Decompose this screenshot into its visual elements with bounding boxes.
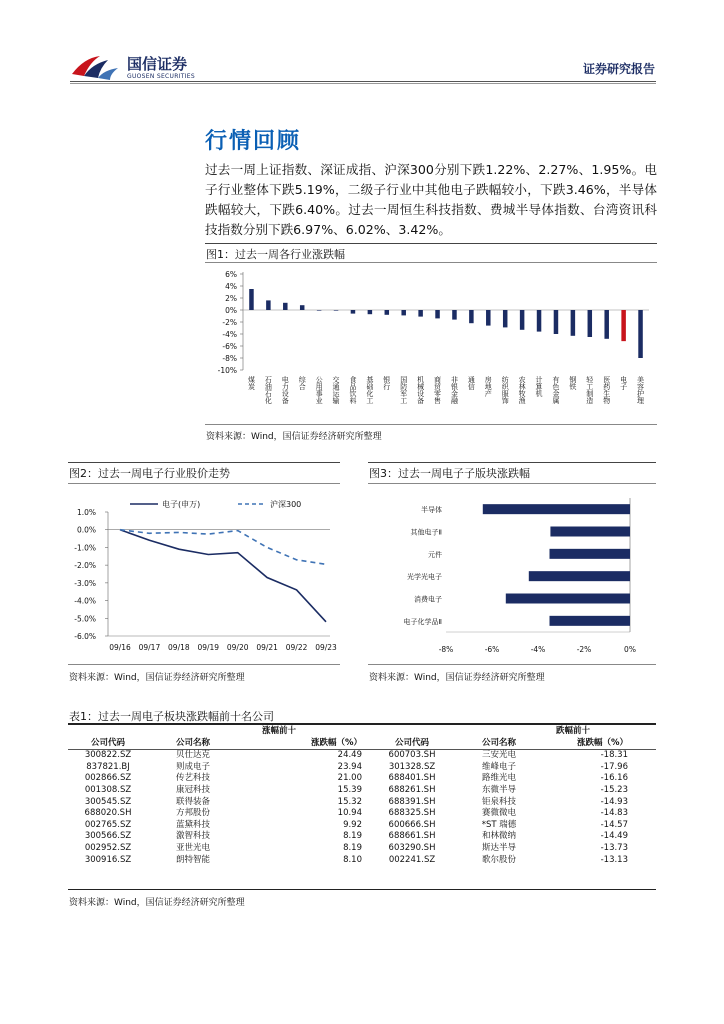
x-tick-label: 09/16 bbox=[109, 643, 131, 652]
stock-code: 688661.SH bbox=[388, 831, 436, 842]
figure1-top-rule bbox=[205, 243, 657, 244]
stock-name: 斯达半导 bbox=[481, 842, 516, 853]
brand-logo bbox=[70, 50, 122, 82]
col-change: 涨跌幅（%） bbox=[310, 737, 362, 748]
figure3-bottom-rule bbox=[368, 664, 656, 665]
bar bbox=[452, 310, 457, 320]
brand-name-cn: 国信证券 bbox=[127, 55, 188, 73]
bar bbox=[537, 310, 542, 332]
top-movers-table bbox=[68, 726, 656, 866]
figure3-source: 资料来源：Wind，国信证券经济研究所整理 bbox=[369, 673, 545, 683]
stock-name: 激智科技 bbox=[175, 831, 210, 842]
category-label: 元件 bbox=[428, 550, 442, 559]
category-label: 公用事业 bbox=[315, 376, 324, 404]
y-tick-label: 2% bbox=[225, 294, 237, 303]
pct-change: 8.19 bbox=[343, 831, 362, 842]
x-tick-label: 09/20 bbox=[226, 643, 249, 652]
bar bbox=[638, 310, 643, 358]
pct-change: -14.83 bbox=[600, 808, 628, 819]
bar bbox=[588, 310, 593, 337]
stock-code: 300566.SZ bbox=[84, 831, 132, 842]
category-label: 有色金属 bbox=[551, 376, 560, 404]
bar bbox=[368, 310, 373, 314]
figure3-top-rule bbox=[368, 462, 656, 463]
y-tick-label: -6% bbox=[222, 342, 237, 351]
table-row bbox=[68, 750, 656, 762]
stock-name: 歌尔股份 bbox=[481, 854, 516, 865]
bar bbox=[604, 310, 609, 339]
bar bbox=[529, 571, 630, 581]
x-tick-label: 0% bbox=[624, 645, 636, 654]
bar bbox=[554, 310, 559, 334]
stock-code: 001308.SZ bbox=[84, 784, 132, 795]
bar bbox=[506, 594, 630, 604]
y-tick-label: -6.0% bbox=[74, 632, 96, 641]
category-label: 商贸零售 bbox=[433, 376, 442, 404]
table1-top-rule bbox=[68, 723, 656, 725]
category-label: 机械设备 bbox=[416, 376, 425, 404]
table-row bbox=[68, 855, 656, 867]
y-tick-label: -2.0% bbox=[74, 561, 96, 571]
category-label: 非银金融 bbox=[450, 376, 459, 404]
category-label: 医药生物 bbox=[602, 376, 611, 404]
col-code: 公司代码 bbox=[394, 737, 429, 748]
y-tick-label: -4% bbox=[222, 330, 237, 339]
stock-code: 300916.SZ bbox=[84, 854, 132, 865]
stock-code: 688325.SH bbox=[388, 808, 436, 819]
category-label: 光学光电子 bbox=[407, 573, 442, 582]
category-label: 计算机 bbox=[535, 376, 544, 397]
legend-label: 沪深300 bbox=[270, 500, 302, 509]
bar bbox=[300, 305, 305, 310]
table-row bbox=[68, 831, 656, 843]
stock-name: 传艺科技 bbox=[175, 773, 210, 784]
bar bbox=[334, 310, 339, 311]
stock-code: 300545.SZ bbox=[84, 796, 132, 807]
table-group-row bbox=[68, 726, 656, 738]
guosen-logo-icon bbox=[70, 50, 122, 82]
category-label: 农林牧渔 bbox=[518, 376, 527, 404]
y-tick-label: 6% bbox=[225, 270, 237, 279]
x-tick-label: 09/23 bbox=[315, 643, 337, 652]
category-label: 食品饮料 bbox=[348, 376, 357, 404]
table1-bottom-rule bbox=[68, 889, 656, 890]
stock-name: 三安光电 bbox=[481, 750, 516, 761]
figure2-source: 资料来源：Wind，国信证券经济研究所整理 bbox=[69, 673, 245, 683]
x-tick-label: 09/22 bbox=[285, 643, 308, 652]
stock-name: 康冠科技 bbox=[175, 784, 210, 795]
subsector-bar-chart bbox=[368, 488, 656, 660]
x-tick-label: -2% bbox=[576, 645, 592, 654]
x-tick-label: -6% bbox=[484, 645, 500, 654]
x-tick-label: 09/19 bbox=[197, 643, 220, 652]
trend-line-chart bbox=[68, 488, 340, 660]
stock-code: 600666.SH bbox=[388, 819, 436, 830]
stock-name: 亚世光电 bbox=[175, 842, 210, 853]
col-code: 公司代码 bbox=[90, 737, 125, 748]
bar bbox=[317, 310, 322, 311]
stock-code: 002952.SZ bbox=[84, 842, 132, 853]
pct-change: -17.96 bbox=[600, 761, 628, 772]
pct-change: 23.94 bbox=[337, 761, 362, 772]
stock-name: 和林微纳 bbox=[481, 831, 516, 842]
bar bbox=[266, 300, 271, 310]
category-label: 国防军工 bbox=[399, 376, 408, 404]
category-label: 基础化工 bbox=[365, 376, 374, 404]
figure1-title: 图1：过去一周各行业涨跌幅 bbox=[206, 248, 345, 261]
series-line-hs300 bbox=[120, 530, 326, 565]
table1 bbox=[68, 726, 656, 866]
y-tick-label: 1.0% bbox=[76, 508, 96, 517]
bar bbox=[418, 310, 423, 317]
category-label: 钢铁 bbox=[568, 376, 577, 390]
pct-change: -13.13 bbox=[600, 854, 628, 865]
y-tick-label: -2% bbox=[222, 318, 237, 327]
industry-bar-chart bbox=[205, 264, 657, 422]
y-tick-label: 0.0% bbox=[76, 525, 96, 535]
stock-name: 贝仕达克 bbox=[175, 750, 210, 761]
stock-name: 蓝黛科技 bbox=[175, 819, 210, 830]
stock-name: *ST 瑞德 bbox=[481, 819, 517, 830]
x-tick-label: 09/18 bbox=[168, 643, 190, 652]
col-name: 公司名称 bbox=[175, 737, 210, 748]
bar bbox=[571, 310, 576, 336]
category-label: 轻工制造 bbox=[585, 376, 594, 404]
figure1-title-rule bbox=[205, 262, 657, 263]
pct-change: -15.23 bbox=[600, 784, 628, 795]
y-tick-label: -10% bbox=[217, 366, 237, 375]
figure2-title-rule bbox=[68, 483, 340, 484]
stock-name: 朗特智能 bbox=[175, 854, 210, 865]
section-title: 行情回顾 bbox=[205, 129, 302, 154]
stock-name: 赛微微电 bbox=[481, 808, 516, 819]
header-divider bbox=[70, 81, 656, 82]
bar bbox=[550, 549, 631, 559]
figure2-title: 图2：过去一周电子行业股价走势 bbox=[69, 467, 230, 480]
stock-name: 钜泉科技 bbox=[481, 796, 516, 807]
brand-name-en: GUOSEN SECURITIES bbox=[127, 73, 196, 80]
bar bbox=[249, 289, 254, 310]
pct-change: -16.16 bbox=[600, 773, 628, 784]
y-tick-label: 0% bbox=[225, 306, 237, 315]
figure2-top-rule bbox=[68, 462, 340, 463]
report-type: 证券研究报告 bbox=[582, 62, 655, 76]
figure1-source: 资料来源：Wind，国信证券经济研究所整理 bbox=[206, 432, 382, 442]
pct-change: -13.73 bbox=[600, 842, 628, 853]
bar bbox=[483, 504, 630, 514]
category-label: 电力设备 bbox=[281, 376, 290, 404]
bar bbox=[621, 310, 626, 341]
bar bbox=[385, 310, 390, 315]
bar bbox=[550, 616, 631, 626]
pct-change: -14.57 bbox=[600, 819, 628, 830]
table-row bbox=[68, 820, 656, 832]
stock-code: 688401.SH bbox=[388, 773, 436, 784]
category-label: 电子 bbox=[619, 376, 628, 390]
x-tick-label: -4% bbox=[530, 645, 546, 654]
table-row bbox=[68, 797, 656, 809]
stock-code: 002866.SZ bbox=[84, 773, 132, 784]
stock-code: 002765.SZ bbox=[84, 819, 132, 830]
x-tick-label: 09/21 bbox=[256, 643, 278, 652]
stock-code: 603290.SH bbox=[388, 842, 436, 853]
stock-code: 688020.SH bbox=[84, 808, 132, 819]
stock-name: 方邦股份 bbox=[175, 808, 210, 819]
category-label: 纺织服饰 bbox=[501, 376, 510, 404]
category-label: 银行 bbox=[382, 376, 391, 390]
table-row bbox=[68, 808, 656, 820]
category-label: 消费电子 bbox=[414, 595, 442, 604]
category-label: 通信 bbox=[467, 376, 476, 390]
bar bbox=[550, 527, 630, 537]
figure3-title: 图3：过去一周电子子版块涨跌幅 bbox=[369, 467, 530, 480]
stock-code: 002241.SZ bbox=[388, 854, 436, 865]
bar bbox=[486, 310, 491, 326]
bar bbox=[283, 303, 288, 310]
y-tick-label: -5.0% bbox=[74, 614, 96, 624]
y-tick-label: -8% bbox=[222, 354, 237, 363]
category-label: 其他电子Ⅱ bbox=[410, 528, 442, 537]
category-label: 煤炭 bbox=[247, 376, 256, 390]
category-label: 半导体 bbox=[421, 506, 442, 515]
summary-paragraph: 过去一周上证指数、深证成指、沪深300分别下跌1.22%、2.27%、1.95%。电子行业整体下跌5.19%，二级子行业中其他电子跌幅较小，下跌3.46%，半导体跌幅较大，下跌6.40%。过去一周恒生科技指数、费城半导体指数、台湾资讯科技指数分别下跌6.97%、6.02%、3.42%。 bbox=[205, 162, 657, 237]
bar bbox=[435, 310, 440, 318]
pct-change: 8.10 bbox=[343, 854, 362, 865]
category-label: 电子化学品Ⅱ bbox=[403, 617, 442, 626]
losers-group-header: 跌幅前十 bbox=[555, 726, 590, 736]
x-tick-label: -8% bbox=[438, 645, 454, 654]
category-label: 综合 bbox=[298, 376, 307, 390]
legend bbox=[130, 499, 301, 509]
table1-source: 资料来源：Wind，国信证券经济研究所整理 bbox=[69, 898, 245, 908]
y-tick-label: -4.0% bbox=[74, 596, 96, 606]
figure1-bottom-rule bbox=[205, 424, 657, 425]
bar bbox=[469, 310, 474, 323]
pct-change: -14.93 bbox=[600, 796, 628, 807]
series-line-electronics bbox=[120, 530, 326, 622]
header-divider-thin bbox=[70, 83, 656, 84]
table1-title: 表1：过去一周电子板块涨跌幅前十名公司 bbox=[69, 710, 274, 723]
stock-name: 维峰电子 bbox=[481, 761, 516, 772]
stock-code: 300822.SZ bbox=[84, 750, 132, 761]
pct-change: 9.92 bbox=[343, 819, 362, 830]
category-label: 交通运输 bbox=[332, 376, 341, 404]
stock-name: 联得装备 bbox=[175, 796, 210, 807]
pct-change: 24.49 bbox=[337, 750, 362, 761]
x-tick-label: 09/17 bbox=[138, 643, 161, 652]
y-tick-label: 4% bbox=[225, 282, 237, 291]
figure3-title-rule bbox=[368, 483, 656, 484]
pct-change: -18.31 bbox=[600, 750, 628, 761]
col-change: 涨跌幅（%） bbox=[576, 737, 628, 748]
stock-code: 301328.SZ bbox=[388, 761, 436, 772]
legend-label: 电子(申万) bbox=[162, 500, 201, 509]
figure2-bottom-rule bbox=[68, 664, 340, 665]
gainers-group-header: 涨幅前十 bbox=[261, 726, 296, 736]
stock-name: 则成电子 bbox=[175, 761, 210, 772]
table-header-row bbox=[68, 738, 656, 750]
table-row bbox=[68, 773, 656, 785]
category-label: 石油石化 bbox=[264, 376, 273, 404]
y-tick-label: -1.0% bbox=[74, 543, 96, 553]
bar bbox=[351, 310, 356, 314]
table-row bbox=[68, 785, 656, 797]
pct-change: -14.49 bbox=[600, 831, 628, 842]
pct-change: 15.39 bbox=[337, 784, 362, 795]
stock-name: 路维光电 bbox=[481, 773, 516, 784]
y-tick-label: -3.0% bbox=[74, 578, 96, 588]
table-row bbox=[68, 762, 656, 774]
bar bbox=[520, 310, 525, 330]
table-row bbox=[68, 843, 656, 855]
stock-name: 东微半导 bbox=[481, 784, 516, 795]
stock-code: 688391.SH bbox=[388, 796, 436, 807]
stock-code: 688261.SH bbox=[388, 784, 436, 795]
pct-change: 10.94 bbox=[337, 808, 362, 819]
bar bbox=[401, 310, 406, 315]
col-name: 公司名称 bbox=[481, 737, 516, 748]
stock-code: 837821.BJ bbox=[86, 761, 130, 772]
pct-change: 21.00 bbox=[337, 773, 362, 784]
category-label: 美容护理 bbox=[636, 376, 645, 404]
pct-change: 8.19 bbox=[343, 842, 362, 853]
pct-change: 15.32 bbox=[337, 796, 362, 807]
bar bbox=[503, 310, 508, 327]
stock-code: 600703.SH bbox=[388, 750, 436, 761]
category-label: 房地产 bbox=[484, 376, 493, 397]
